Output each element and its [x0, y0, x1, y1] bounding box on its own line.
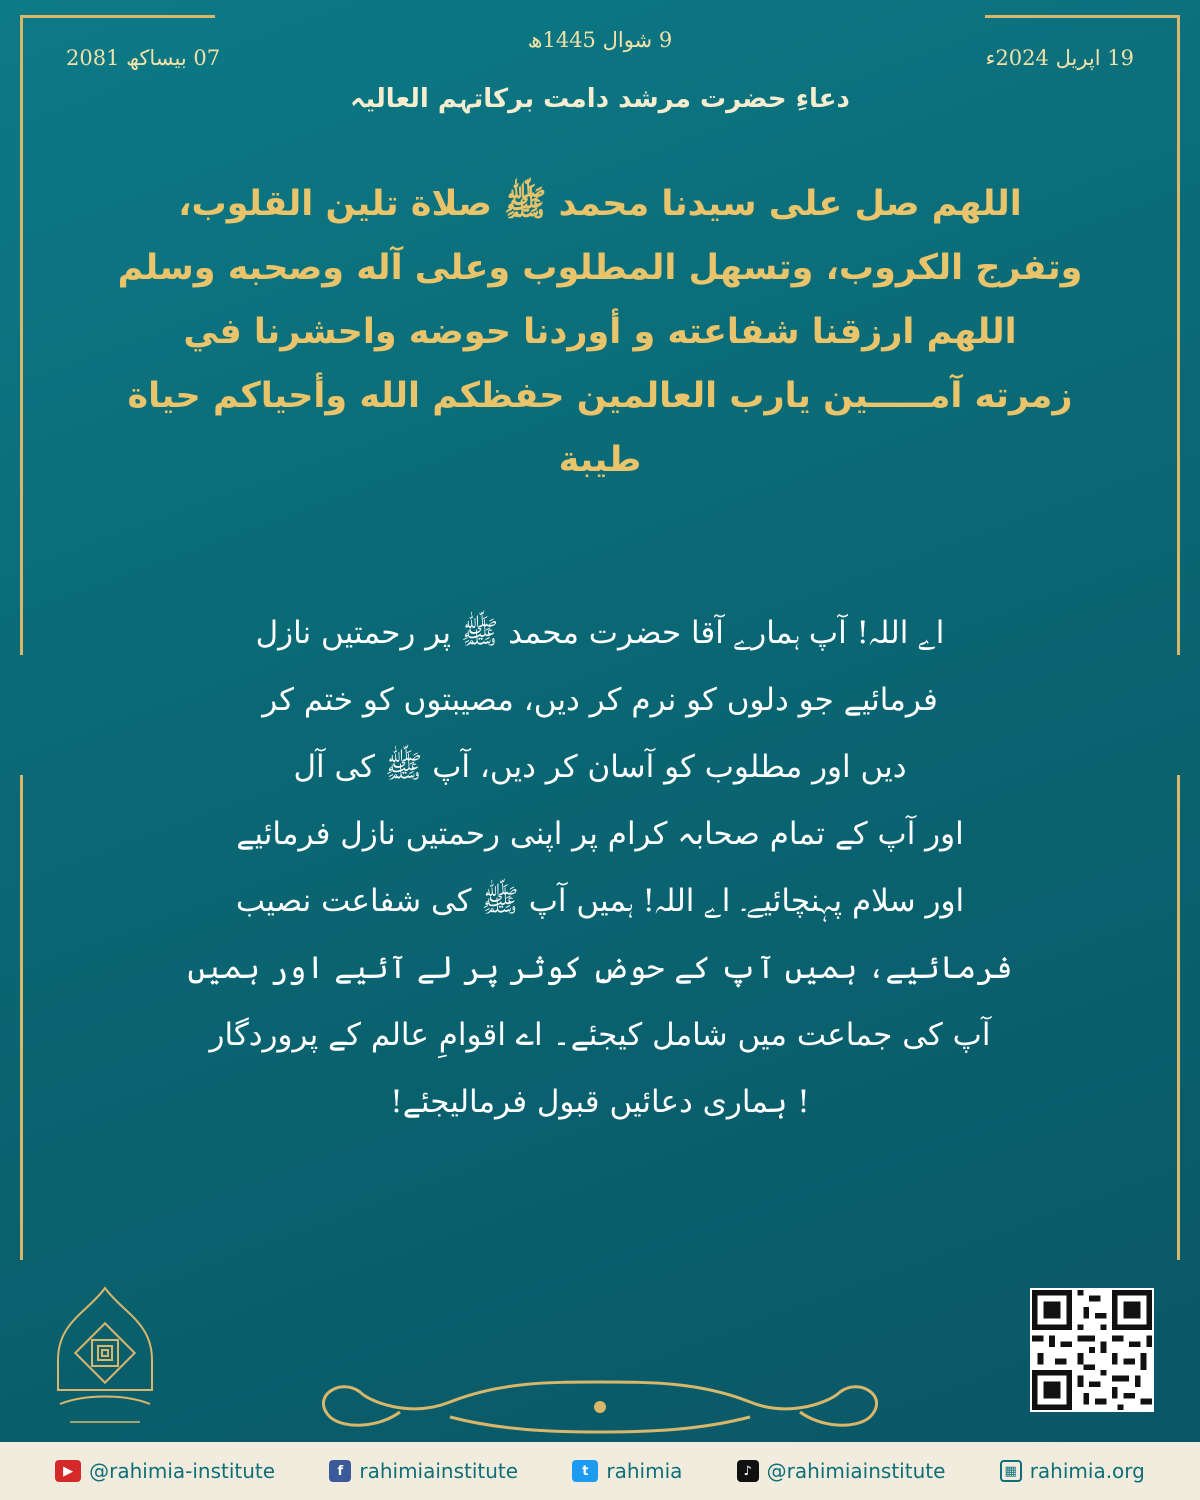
twitter-handle: rahimia [606, 1459, 683, 1483]
urdu-translation [140, 600, 1060, 1136]
urdu-line: اور سلام پہنچائیے۔ اے اللہ! ہمیں آپ ﷺ کی شفاعت نصیب [235, 883, 965, 919]
qr-code[interactable] [1030, 1288, 1154, 1412]
website-url: rahimia.org [1029, 1459, 1145, 1483]
twitter-link[interactable] [572, 1459, 682, 1483]
youtube-icon: ▶ [55, 1460, 81, 1482]
frame-top-right [985, 15, 1180, 18]
urdu-line: آپ کی جماعت میں شامل کیجئے۔ اے اقوامِ عالم کے پروردگار [209, 1017, 991, 1053]
arabic-line: اللهم ارزقنا شفاعته و أوردنا حوضه واحشرنا في [183, 312, 1017, 352]
tiktok-handle: @rahimiainstitute [766, 1459, 946, 1483]
page-title: دعاءِ حضرت مرشد دامت برکاتہم العالیہ [350, 84, 850, 114]
frame-left-lower [20, 775, 23, 1260]
logo [40, 1282, 170, 1432]
frame-top-left [20, 15, 215, 18]
arabic-line: اللهم صل على سيدنا محمد ﷺ صلاة تلين القلوب، [178, 184, 1022, 224]
youtube-link[interactable] [55, 1459, 275, 1483]
tiktok-link[interactable] [737, 1459, 946, 1483]
date-gregorian: 19 اپریل 2024ء [985, 46, 1134, 70]
urdu-line: فرمائیے جو دلوں کو نرم کر دیں، مصیبتوں کو ختم کر [262, 682, 938, 718]
urdu-line: دیں اور مطلوب کو آسان کر دیں، آپ ﷺ کی آل [293, 749, 907, 785]
footer-bar [0, 1442, 1200, 1500]
web-icon: ▦ [1000, 1460, 1022, 1482]
facebook-handle: rahimiainstitute [359, 1459, 519, 1483]
website-link[interactable] [1000, 1459, 1145, 1483]
date-hijri: 9 شوال 1445ھ [527, 28, 673, 52]
arabic-line: زمرته آمـــــين يارب العالمين حفظكم الله وأحياكم حياة [127, 376, 1073, 416]
ornament [300, 1372, 900, 1442]
date-bikrami: 07 بیساکھ 2081 [66, 46, 221, 70]
facebook-link[interactable] [329, 1459, 518, 1483]
arabic-dua [90, 172, 1110, 492]
frame-right-lower [1177, 775, 1180, 1260]
urdu-line: فرمائیے، ہمیں آپ کے حوضِ کوثر پر لے آئیے اور ہمیں [187, 950, 1013, 986]
youtube-handle: @rahimia-institute [89, 1459, 276, 1483]
arabic-line: وتفرج الكروب، وتسهل المطلوب وعلى آله وصحبه وسلم [117, 248, 1083, 288]
tiktok-icon: ♪ [737, 1460, 759, 1482]
urdu-line: اے اللہ! آپ ہمارے آقا حضرت محمد ﷺ پر رحمتیں نازل [255, 615, 945, 651]
facebook-icon: f [329, 1460, 351, 1482]
urdu-line: ! ہماری دعائیں قبول فرمالیجئے! [390, 1084, 810, 1120]
arabic-line: طيبة [558, 440, 642, 480]
twitter-icon: t [572, 1460, 598, 1482]
urdu-line: اور آپ کے تمام صحابہ کرام پر اپنی رحمتیں نازل فرمائیے [236, 816, 964, 852]
